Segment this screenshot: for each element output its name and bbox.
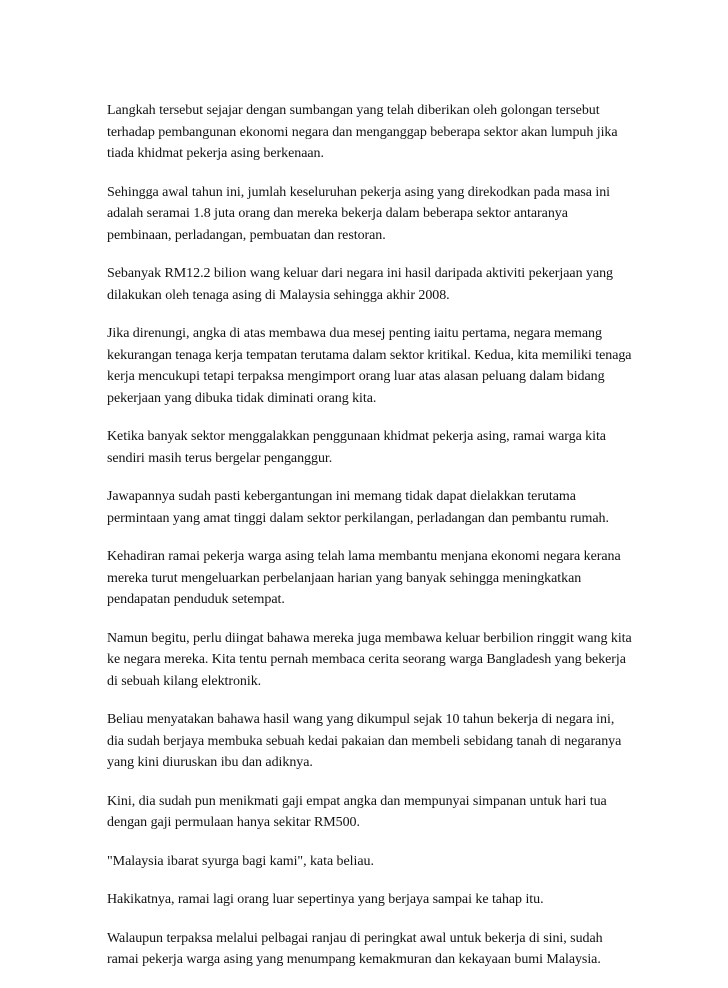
- paragraph-7: Kehadiran ramai pekerja warga asing telah lama membantu menjana ekonomi negara kerana mereka turut mengeluarkan perbelanjaan harian yang banyak sehingga meningkatkan pendapatan penduduk setempat.: [107, 549, 621, 607]
- paragraph-11: "Malaysia ibarat syurga bagi kami", kata beliau.: [107, 853, 374, 869]
- paragraph-8: Namun begitu, perlu diingat bahawa mereka juga membawa keluar berbilion ringgit wang kita ke negara mereka. Kita tentu pernah membaca cerita seorang warga Bangladesh yang bekerja di sebuah kilang elektronik.: [107, 630, 632, 689]
- paragraph-12: Hakikatnya, ramai lagi orang luar sepertinya yang berjaya sampai ke tahap itu.: [107, 892, 544, 907]
- article-body: [107, 100, 632, 988]
- paragraph-13: Walaupun terpaksa melalui pelbagai ranjau di peringkat awal untuk bekerja di sini, sudah ramai pekerja warga asing yang menumpang kemakmuran dan kekayaan bumi Malaysia.: [107, 930, 603, 967]
- paragraph-9: Beliau menyatakan bahawa hasil wang yang dikumpul sejak 10 tahun bekerja di negara ini, dia sudah berjaya membuka sebuah kedai pakaian dan membeli sebidang tanah di negaranya yang kini diuruskan ibu dan adiknya.: [107, 712, 622, 770]
- paragraph-10: Kini, dia sudah pun menikmati gaji empat angka dan mempunyai simpanan untuk hari tua dengan gaji permulaan hanya sekitar RM500.: [107, 793, 607, 830]
- paragraph-1: Langkah tersebut sejajar dengan sumbangan yang telah diberikan oleh golongan tersebut terhadap pembangunan ekonomi negara dan menganggap beberapa sektor akan lumpuh jika tiada khidmat pekerja asing berkenaan.: [107, 103, 618, 161]
- paragraph-2: Sehingga awal tahun ini, jumlah keseluruhan pekerja asing yang direkodkan pada masa ini adalah seramai 1.8 juta orang dan mereka bekerja dalam beberapa sektor antaranya pembinaan, perladangan, pembuatan dan restoran.: [107, 184, 611, 243]
- paragraph-3: Sebanyak RM12.2 bilion wang keluar dari negara ini hasil daripada aktiviti pekerjaan yang dilakukan oleh tenaga asing di Malaysia sehingga akhir 2008.: [107, 266, 614, 303]
- paragraph-5: Ketika banyak sektor menggalakkan penggunaan khidmat pekerja asing, ramai warga kita sendiri masih terus bergelar penganggur.: [107, 429, 606, 466]
- paragraph-4: Jika direnungi, angka di atas membawa dua mesej penting iaitu pertama, negara memang kekurangan tenaga kerja tempatan terutama dalam sektor kritikal. Kedua, kita memiliki tenaga kerja mencukupi tetapi terpaksa mengimport orang luar atas alasan peluang dalam bidang pekerjaan yang dibuka tidak diminati orang kita.: [107, 326, 632, 406]
- paragraph-6: Jawapannya sudah pasti kebergantungan ini memang tidak dapat dielakkan terutama permintaan yang amat tinggi dalam sektor perkilangan, perladangan dan pembantu rumah.: [107, 489, 609, 526]
